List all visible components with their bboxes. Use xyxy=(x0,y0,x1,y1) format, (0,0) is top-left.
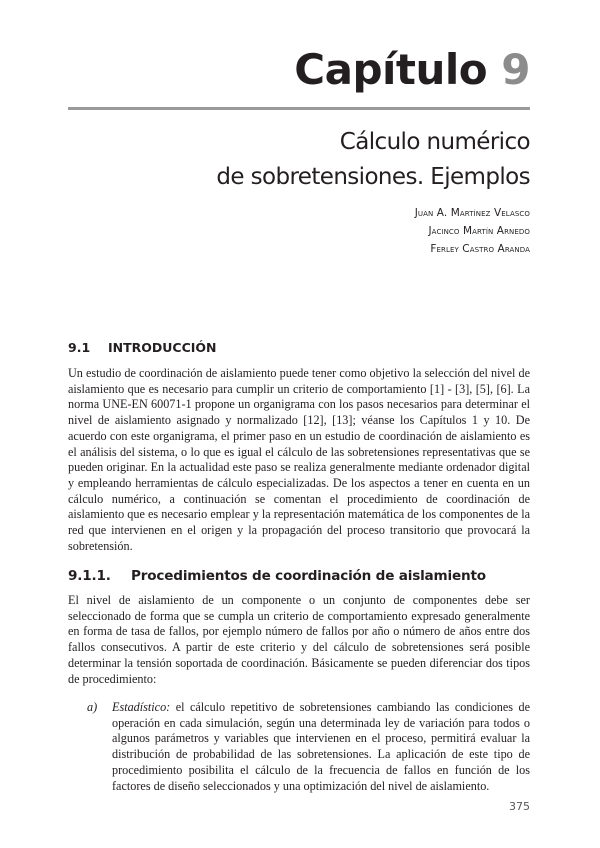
chapter-title-line-2: de sobretensiones. Ejemplos xyxy=(216,164,530,190)
intro-paragraph: Un estudio de coordinación de aislamiento puede tener como objetivo la selección del nivel de aislamiento que es necesario para cumplir un criterio de comportamiento [1] - [3], [5], [6]. La norma UNE-EN 60071-1 propone un organigrama con los pasos necesarios para determinar el nivel de aislamiento asignado y normalizado [12], [13]; véanse los Capítulos 1 y 10. De acuerdo con este organigrama, el primer paso en un estudio de coordinación de aislamiento es el análisis del sistema, o lo que es igual el cálculo de las sobretensiones representativas que se pueden originar. En la actualidad este paso se realiza generalmente mediante ordenador digital y empleando herramientas de cálculo especializadas. De los aspectos a tener en cuenta en un cálculo numérico, a continuación se comentan el procedimiento de coordinación de aislamiento que es necesario emplear y la representación matemática de los componentes de la red que intervienen en el origen y la propagación del proceso transitorio que provocará la sobretensión. xyxy=(68,366,530,553)
subsection-heading xyxy=(68,568,486,584)
section-heading xyxy=(68,340,217,355)
author-name: Ferley Castro Aranda xyxy=(430,243,530,255)
author-name: Jacinco Martín Arnedo xyxy=(428,225,530,237)
subsection-paragraph: El nivel de aislamiento de un componente o un conjunto de componentes debe ser seleccionado de forma que se cumpla un criterio de comportamiento expresado generalmente en forma de tasa de fallos, por ejemplo número de fallos por año o número de años entre dos fallos consecutivos. A partir de este criterio y del cálculo de sobretensiones será posible determinar la tensión soportada de coordinación. Básicamente se pueden diferenciar dos tipos de procedimiento: xyxy=(68,593,530,686)
chapter-label: Capítulo xyxy=(294,45,488,94)
subsection-title: Procedimientos de coordinación de aislamiento xyxy=(131,568,486,584)
chapter-title-line-1: Cálculo numérico xyxy=(339,129,530,155)
section-title: INTRODUCCIÓN xyxy=(108,340,217,355)
list-item xyxy=(87,700,530,794)
list-item-term: Estadístico: xyxy=(112,700,171,714)
author-list xyxy=(415,204,530,258)
chapter-divider xyxy=(68,107,530,110)
chapter-heading xyxy=(294,44,530,96)
list-item-body: el cálculo repetitivo de sobretensiones cambiando las condiciones de operación en cada simulación, según una determinada ley de variación para todos o algunos parámetros y variables que intervienen en el proceso, permitirá evaluar la distribución de probabilidad de las sobretensiones. La aplicación de este tipo de procedimiento posibilita el cálculo de la frecuencia de fallos en función de los factores de diseño seleccionados y una optimización del nivel de aislamiento. xyxy=(112,700,531,793)
section-number: 9.1 xyxy=(68,340,91,355)
chapter-number: 9 xyxy=(501,45,530,94)
subsection-number: 9.1.1. xyxy=(68,568,111,584)
page-number: 375 xyxy=(509,800,530,813)
list-marker: a) xyxy=(87,700,98,714)
list-item-text xyxy=(112,700,530,794)
author-name: Juan A. Martínez Velasco xyxy=(414,207,530,219)
chapter-title xyxy=(216,125,530,195)
